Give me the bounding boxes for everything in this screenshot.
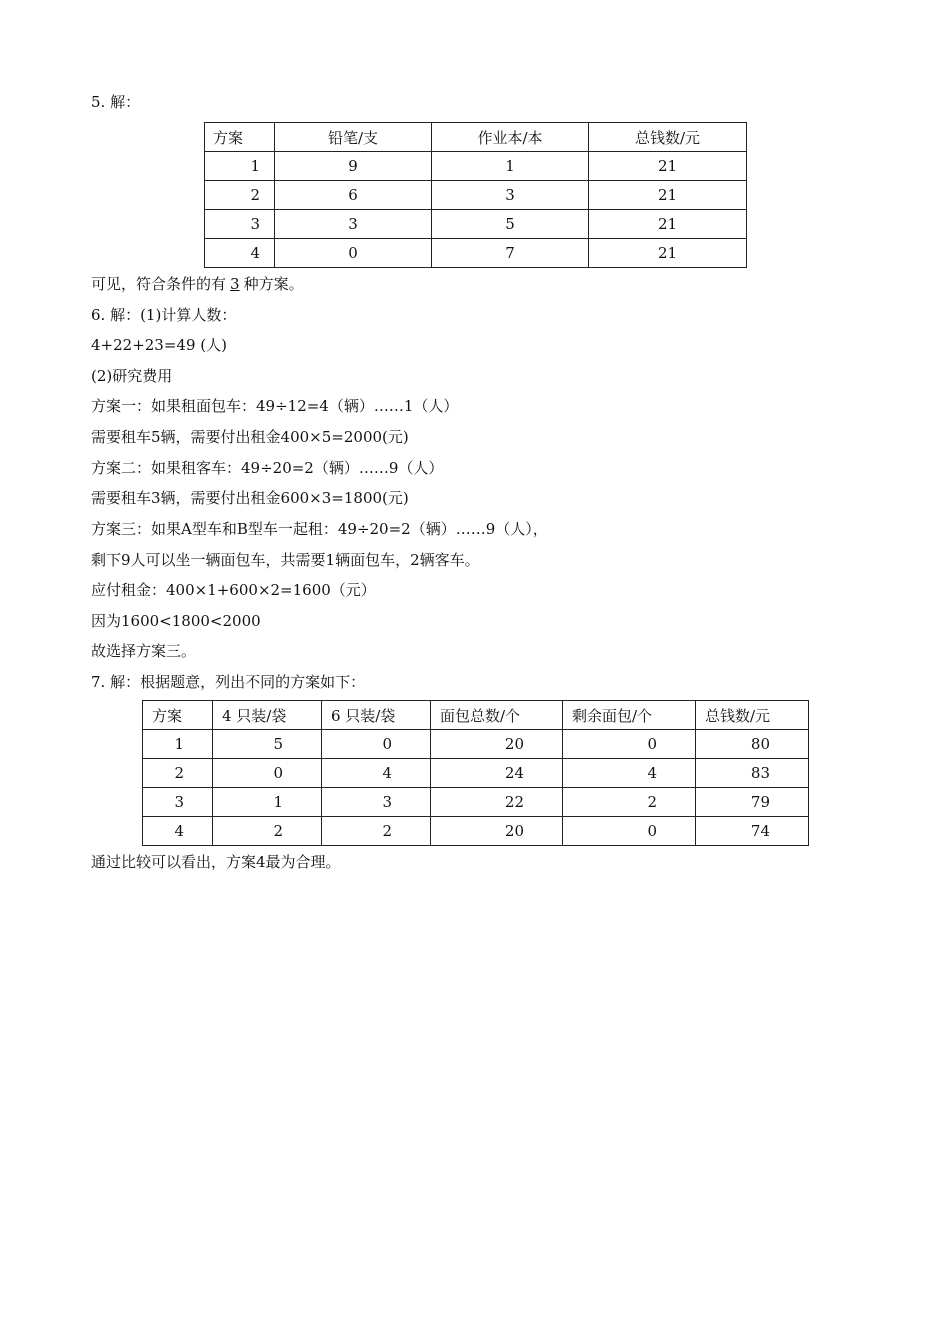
table-cell: 3 [432,181,589,210]
table-cell: 2 [563,788,696,817]
table-cell: 0 [322,730,431,759]
table-cell: 7 [432,239,589,268]
table-row [143,817,809,846]
answer-blank: 3 [230,275,240,293]
q7-heading: 7. 解：根据题意，列出不同的方案如下： [91,673,366,691]
conclusion-text: 种方案。 [243,275,304,293]
q6-line: 需要租车3辆，需要付出租金600×3=1800(元) [91,489,409,507]
q6-line: 剩下9人可以坐一辆面包车，共需要1辆面包车，2辆客车。 [91,551,480,569]
q6-line: 方案一：如果租面包车：49÷12=4（辆）……1（人） [91,397,459,415]
table-cell: 1 [213,788,322,817]
q5-heading: 5. 解： [91,93,141,111]
table-cell: 4 [322,759,431,788]
table-cell: 0 [563,730,696,759]
table-cell: 3 [275,210,432,239]
table-header-row [205,123,747,152]
table-cell: 79 [696,788,809,817]
table-header: 作业本/本 [432,123,589,152]
table-cell: 21 [589,210,747,239]
table-cell: 74 [696,817,809,846]
table-cell: 4 [563,759,696,788]
table-header: 方案 [205,123,275,152]
table-cell: 0 [563,817,696,846]
q5-conclusion [91,274,304,294]
table-cell: 1 [432,152,589,181]
table-cell: 9 [275,152,432,181]
table-row [143,788,809,817]
table-cell: 20 [431,817,563,846]
q6-line: 方案三：如果A型车和B型车一起租：49÷20=2（辆）……9（人）， [91,520,548,538]
table-cell: 80 [696,730,809,759]
table-header: 总钱数/元 [589,123,747,152]
table-header: 面包总数/个 [431,701,563,730]
q7-table [142,700,809,846]
table-row [143,759,809,788]
conclusion-text: 可见，符合条件的有 [91,275,227,293]
q6-line: 需要租车5辆，需要付出租金400×5=2000(元) [91,428,409,446]
table-cell: 3 [143,788,213,817]
table-cell: 3 [205,210,275,239]
table-cell: 21 [589,181,747,210]
table-cell: 1 [205,152,275,181]
table-cell: 2 [143,759,213,788]
table-cell: 2 [322,817,431,846]
table-row [205,210,747,239]
table-header: 方案 [143,701,213,730]
table-header: 4 只装/袋 [213,701,322,730]
table-cell: 20 [431,730,563,759]
q6-line: (2)研究费用 [91,367,173,385]
table-header-row [143,701,809,730]
table-header: 剩余面包/个 [563,701,696,730]
table-row [143,730,809,759]
table-header: 6 只装/袋 [322,701,431,730]
q6-line: 因为1600<1800<2000 [91,612,261,630]
table-cell: 5 [213,730,322,759]
q6-line: 6. 解：(1)计算人数： [91,306,237,324]
table-row [205,239,747,268]
q6-line: 故选择方案三。 [91,642,197,660]
table-header: 总钱数/元 [696,701,809,730]
q6-line: 方案二：如果租客车：49÷20=2（辆）……9（人） [91,459,444,477]
table-cell: 22 [431,788,563,817]
table-cell: 2 [213,817,322,846]
q5-table [204,122,747,268]
table-header: 铅笔/支 [275,123,432,152]
table-cell: 3 [322,788,431,817]
table-cell: 4 [143,817,213,846]
table-cell: 1 [143,730,213,759]
table-cell: 24 [431,759,563,788]
table-cell: 83 [696,759,809,788]
table-row [205,181,747,210]
table-cell: 4 [205,239,275,268]
table-cell: 21 [589,239,747,268]
table-cell: 0 [213,759,322,788]
table-cell: 2 [205,181,275,210]
table-row [205,152,747,181]
table-cell: 5 [432,210,589,239]
q6-line: 应付租金：400×1+600×2=1600（元） [91,581,376,599]
table-cell: 21 [589,152,747,181]
table-cell: 6 [275,181,432,210]
table-cell: 0 [275,239,432,268]
q6-line: 4+22+23=49 (人) [91,336,227,354]
q7-conclusion: 通过比较可以看出，方案4最为合理。 [91,853,341,871]
